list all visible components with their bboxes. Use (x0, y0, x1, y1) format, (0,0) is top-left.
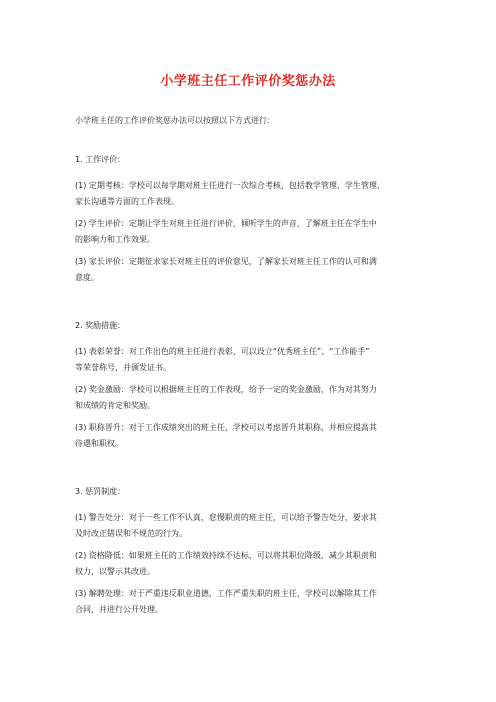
list-item-line: (3) 解聘处理：对于严重违反职业道德、工作严重失职的班主任，学校可以解除其工作 (75, 589, 377, 598)
list-item-line: (2) 资格降低：如果班主任的工作绩效持续不达标，可以将其职位降级，减少其职责和 (75, 551, 377, 560)
list-item-line: 家长沟通等方面的工作表现。 (75, 197, 179, 206)
list-item-line: 的影响力和工作效果。 (75, 235, 155, 244)
list-item-line: (2) 学生评价：定期让学生对班主任进行评价，倾听学生的声音，了解班主任在学生中 (75, 219, 377, 228)
section-heading-evaluation: 1. 工作评价： (75, 155, 126, 164)
list-item-line: (1) 警告处分：对于一些工作不认真、怠慢职责的班主任，可以给予警告处分，要求其 (75, 513, 377, 522)
list-item-line: (1) 定期考核：学校可以每学期对班主任进行一次综合考核，包括教学管理、学生管理、 (75, 181, 385, 190)
list-item-line: 权力，以警示其改进。 (75, 567, 155, 576)
list-item-line: 合同，并进行公开处理。 (75, 605, 163, 614)
section-heading-rewards: 2. 奖励措施： (75, 321, 126, 330)
list-item-line: (3) 职称晋升：对于工作成绩突出的班主任，学校可以考虑晋升其职称，并相应提高其 (75, 423, 377, 432)
list-item-line: 及时改正错误和不规范的行为。 (75, 529, 187, 538)
intro-paragraph: 小学班主任的工作评价奖惩办法可以按照以下方式进行： (75, 116, 275, 125)
list-item-line: (1) 表彰荣誉：对工作出色的班主任进行表彰，可以设立“优秀班主任”、“工作能手” (75, 347, 370, 356)
section-heading-penalties: 3. 惩罚制度： (75, 487, 126, 496)
list-item-line: 等荣誉称号，并颁发证书。 (75, 363, 171, 372)
list-item-line: (3) 家长评价：定期征求家长对班主任的评价意见，了解家长对班主任工作的认可和满 (75, 257, 377, 266)
list-item-line: (2) 奖金激励：学校可以根据班主任的工作表现，给予一定的奖金激励，作为对其努力 (75, 385, 377, 394)
document-title: 小学班主任工作评价奖惩办法 (160, 74, 336, 89)
list-item-line: 待遇和职权。 (75, 439, 123, 448)
list-item-line: 意度。 (75, 273, 99, 282)
list-item-line: 和成绩的肯定和奖励。 (75, 401, 155, 410)
